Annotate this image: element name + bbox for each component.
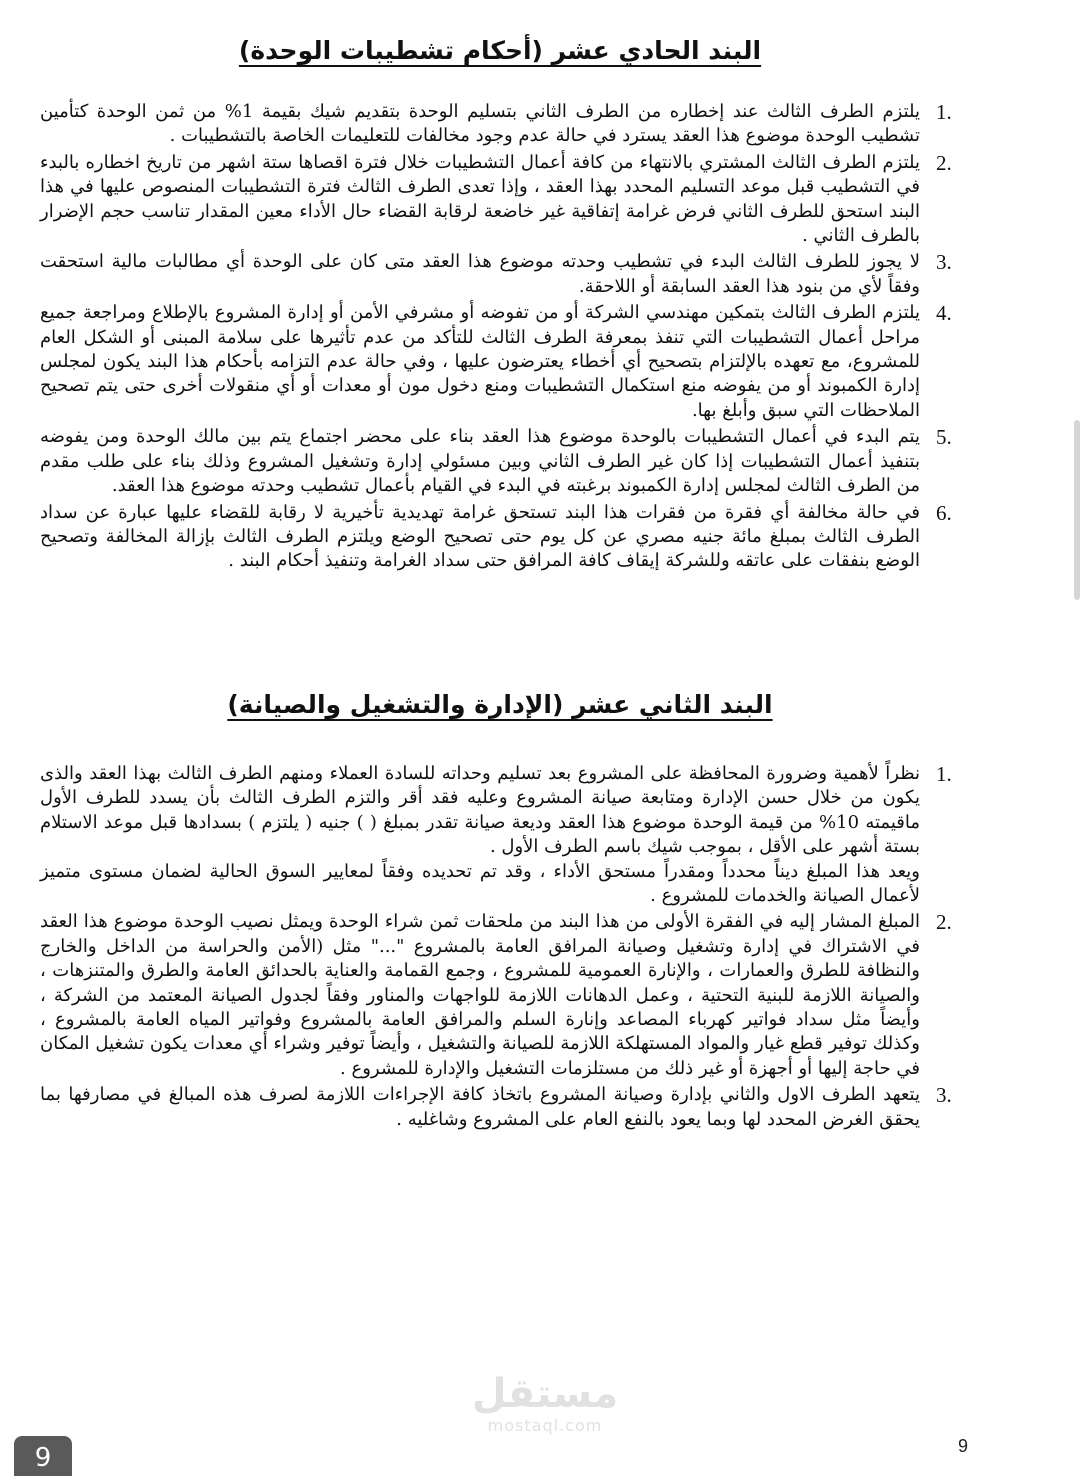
item-number: 4. <box>936 301 952 326</box>
list-item <box>0 762 1080 908</box>
item-text: لا يجوز للطرف الثالث البدء في تشطيب وحدته موضوع هذا العقد متى كان على الوحدة أي مطالبات مالية استحقت وفقاً لأي من بنود هذا العقد السابقة أو اللاحقة. <box>40 251 920 297</box>
list-item <box>0 910 1080 1081</box>
list-item <box>0 151 1080 249</box>
item-text: المبلغ المشار إليه في الفقرة الأولى من هذا البند من ملحقات ثمن شراء الوحدة ويمثل نصيب الوحدة موضوع هذا العقد في الاشتراك في إدارة وتشغيل وصيانة المرافق العامة بالمشروع "..." مثل (الأمن والحراسة من الداخل والخارج والنظافة للطرق والعمارات ، والإنارة العمومية للمشروع ، وجمع القمامة والعناية بالحدائق العامة والطرق والمتنزهات ، والصيانة اللازمة للبنية التحتية ، وعمل الدهانات اللازمة للواجهات والمناور وفقاً لجدول الصيانة المعتمد من الشركة ، وأيضاً مثل سداد فواتير كهرباء المصاعد وإنارة السلم والمرافق العامة بالمشروع وفواتير المياه العامة بالمشروع ، وكذلك توفير قطع غيار والمواد المستهلكة اللازمة للصيانة والتشغيل ، وأيضاً توفير وشراء أي معدات يكون تشغيل المكان في حاجة إليها أو أجهزة أو غير ذلك من مستلزمات التشغيل والإدارة للمشروع . <box>40 911 920 1079</box>
item-number: 3. <box>936 250 952 275</box>
page-number: 9 <box>958 1436 969 1456</box>
watermark-brand: مستقل <box>471 1371 619 1417</box>
section-heading-12: البند الثاني عشر (الإدارة والتشغيل والصيانة) <box>227 690 773 719</box>
list-item <box>0 301 1080 423</box>
item-text: في حالة مخالفة أي فقرة من فقرات هذا البند تستحق غرامة تهديدية تأخيرية لا رقابة للقضاء عليها عبارة عن سداد الطرف الثالث بمبلغ مائة جنيه مصري عن كل يوم حتى تصحيح الوضع ويلتزم الطرف الثالث بإزالة المخالفة وتصحيح الوضع بنفقات على عاتقه وللشركة إيقاف كافة المرافق حتى سداد الغرامة وتنفيذ أحكام البند . <box>40 501 920 572</box>
item-text: يتم البدء في أعمال التشطيبات بالوحدة موضوع هذا العقد بناء على محضر اجتماع يتم بين مالك الوحدة ومن يفوضه بتنفيذ أعمال التشطيبات إذا كان غير الطرف الثاني وبين مسئولي إدارة وتشغيل المشروع وذلك بناء على طلب مقدم من الطرف الثالث لمجلس إدارة الكمبوند برغبته في البدء في القيام بأعمال تشطيب وحدته موضوع هذا العقد. <box>40 426 920 497</box>
section-heading-11: البند الحادي عشر (أحكام تشطيبات الوحدة) <box>238 36 762 65</box>
section-12-list <box>0 762 1080 1134</box>
section-11-list <box>0 100 1080 576</box>
item-note: ويعد هذا المبلغ ديناً محدداً ومقدراً مستحق الأداء ، وقد تم تحديده وفقاً لمعايير السوق الحالية لضمان مستوى متميز لأعمال الصيانة والخدمات للمشروع . <box>40 860 920 907</box>
item-text: يلتزم الطرف الثالث بتمكين مهندسي الشركة أو من تفوضه أو مشرفي الأمن أو إدارة المشروع بالإطلاع ومراجعة جميع مراحل أعمال التشطيبات التي تنفذ بمعرفة الطرف الثالث للتأكد من عدم تأثيرها على سلامة المبنى أو الشكل العام للمشروع، مع تعهده بالإلتزام بتصحيح أي أخطاء يعترضون عليها ، وفي حالة عدم التزامه بأحكام هذا البند يكون لمجلس إدارة الكمبوند أو من يفوضه منع استكمال التشطيبات ومنع دخول مون أو معدات أو أي منقولات أخرى حتى يتم تصحيح الملاحظات التي سبق وأبلغ بها. <box>40 302 920 421</box>
item-number: 2. <box>936 150 952 175</box>
item-number: 5. <box>936 425 952 450</box>
list-item <box>0 501 1080 574</box>
item-text: يتعهد الطرف الاول والثاني بإدارة وصيانة المشروع باتخاذ كافة الإجراءات اللازمة لصرف هذه المبالغ في مصارفها بما يحقق الغرض المحدد لها وبما يعود بالنفع العام على المشروع وشاغليه . <box>40 1084 920 1130</box>
list-item <box>0 425 1080 498</box>
list-item <box>0 100 1080 149</box>
item-number: 1. <box>936 100 952 124</box>
item-number: 3. <box>936 1083 952 1108</box>
item-text: نظراً لأهمية وضرورة المحافظة على المشروع بعد تسليم وحداته للسادة العملاء ومنهم الطرف الثالث بهذا العقد والذى يكون من خلال حسن الإدارة ومتابعة صيانة المشروع وعليه فقد أقر والتزم الطرف الثالث بأن يسدد للطرف الأول ماقيمته 10% من قيمة الوحدة موضوع هذا العقد وديعة صيانة تقدر بمبلغ ( ) جنيه ( يلتزم ) بسدادها قبل موعد الاستلام بستة أشهر على الأقل ، بموجب شيك باسم الطرف الأول . <box>40 763 920 858</box>
list-item <box>0 250 1080 299</box>
list-item <box>0 1083 1080 1132</box>
item-text: يلتزم الطرف الثالث عند إخطاره من الطرف الثاني بتسليم الوحدة بتقديم شيك بقيمة 1% من ثمن الوحدة كتأمين تشطيب الوحدة موضوع هذا العقد يسترد في حالة عدم وجود مخالفات للتعليمات الخاصة بالتشطيبات . <box>40 101 920 147</box>
page-badge[interactable]: 9 <box>14 1436 72 1476</box>
item-number: 6. <box>936 500 952 525</box>
watermark <box>470 1372 620 1435</box>
watermark-url: mostaql.com <box>487 1416 603 1435</box>
scrollbar[interactable] <box>1074 420 1080 600</box>
item-text: يلتزم الطرف الثالث المشتري بالانتهاء من كافة أعمال التشطيبات خلال فترة اقصاها ستة اشهر من تاريخ اخطاره بالبدء في التشطيب قبل موعد التسليم المحدد بهذا العقد ، وإذا تعدى الطرف الثالث فترة التشطيبات المنصوص عليها في هذا البند استحق للطرف الثاني فرض غرامة إتفاقية غير خاضعة لرقابة القضاء حال الأداء معين المقدار تناسب حجم الإضرار بالطرف الثاني . <box>40 151 920 247</box>
item-number: 2. <box>936 910 952 935</box>
item-number: 1. <box>936 762 952 786</box>
